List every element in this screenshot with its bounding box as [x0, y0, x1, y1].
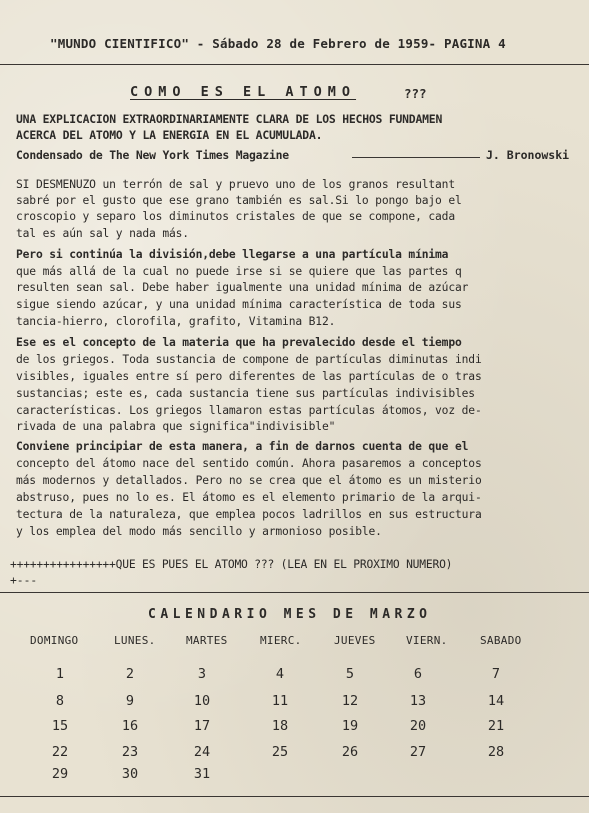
- article-byline: J. Bronowski: [486, 148, 570, 162]
- calendar-divider-top: [0, 592, 589, 593]
- calendar-date: 14: [487, 693, 505, 709]
- article-teaser: ++++++++++++++++QUE ES PUES EL ATOMO ??? (LEA EN EL PROXIMO NUMERO): [10, 558, 453, 571]
- calendar-day-header: SABADO: [480, 634, 522, 647]
- article-teaser-mark: +---: [10, 574, 38, 587]
- calendar-date: 22: [51, 744, 69, 760]
- calendar-date: 13: [409, 693, 427, 709]
- body-text-line: Conviene principiar de esta manera, a fin de darnos cuenta de que el: [16, 440, 469, 453]
- body-text-line: concepto del átomo nace del sentido común. Ahora pasaremos a conceptos: [16, 457, 482, 470]
- calendar-date: 11: [271, 693, 289, 709]
- body-text-line: que más allá de la cual no puede irse si se quiere que las partes q: [16, 265, 462, 278]
- body-text-line: de los griegos. Toda sustancia de compone de partículas diminutas indi: [16, 353, 482, 366]
- calendar-date: 19: [341, 718, 359, 734]
- calendar-date: 23: [121, 744, 139, 760]
- calendar-divider-bottom: [0, 796, 589, 797]
- calendar-date: 6: [413, 666, 423, 682]
- body-text-line: tancia-hierro, clorofila, grafito, Vitamina B12.: [16, 315, 336, 328]
- body-text-line: tectura de la naturaleza, que emplea pocos ladrillos en sus estructura: [16, 508, 482, 521]
- calendar-date: 25: [271, 744, 289, 760]
- calendar-day-header: VIERN.: [406, 634, 448, 647]
- calendar-date: 29: [51, 766, 69, 782]
- article-title: COMO ES EL ATOMO: [130, 84, 357, 100]
- body-text-line: más modernos y detallados. Pero no se crea que el átomo es un misterio: [16, 474, 482, 487]
- calendar-day-header: MARTES: [186, 634, 228, 647]
- body-text-line: sigue siendo azúcar, y una unidad mínima característica de toda sus: [16, 298, 462, 311]
- body-text-line: y los emplea del modo más sencillo y armonioso posible.: [16, 525, 382, 538]
- calendar-title: CALENDARIO MES DE MARZO: [148, 607, 432, 622]
- calendar-date: 24: [193, 744, 211, 760]
- calendar-date: 26: [341, 744, 359, 760]
- body-text-line: Pero si continúa la división,debe llegarse a una partícula mínima: [16, 248, 449, 261]
- calendar-date: 1: [55, 666, 65, 682]
- byline-dash: [352, 157, 480, 158]
- calendar-date: 27: [409, 744, 427, 760]
- calendar-date: 8: [55, 693, 65, 709]
- calendar-date: 2: [125, 666, 135, 682]
- calendar-day-header: MIERC.: [260, 634, 302, 647]
- calendar-date: 21: [487, 718, 505, 734]
- header-divider: [0, 64, 589, 65]
- body-text-line: visibles, iguales entre sí pero diferentes de las partículas de o tras: [16, 370, 482, 383]
- calendar-day-header: DOMINGO: [30, 634, 79, 647]
- body-text-line: sabré por el gusto que ese grano también es sal.Si lo pongo bajo el: [16, 194, 462, 207]
- calendar-date: 9: [125, 693, 135, 709]
- calendar-date: 4: [275, 666, 285, 682]
- calendar-date: 31: [193, 766, 211, 782]
- article-source: Condensado de The New York Times Magazine: [16, 148, 289, 162]
- article-subtitle-line: UNA EXPLICACION EXTRAORDINARIAMENTE CLARA DE LOS HECHOS FUNDAMEN: [16, 112, 443, 126]
- calendar-date: 20: [409, 718, 427, 734]
- body-text-line: características. Los griegos llamaron estas partículas átomos, voz de-: [16, 404, 482, 417]
- calendar-date: 16: [121, 718, 139, 734]
- article-title-suffix: ???: [404, 86, 427, 101]
- calendar-date: 3: [197, 666, 207, 682]
- body-text-line: sustancias; este es, cada sustancia tiene sus partículas indivisibles: [16, 387, 475, 400]
- body-text-line: resulten sean sal. Debe haber igualmente una unidad mínima de azúcar: [16, 281, 469, 294]
- calendar-date: 7: [491, 666, 501, 682]
- body-text-line: Ese es el concepto de la materia que ha prevalecido desde el tiempo: [16, 336, 462, 349]
- calendar-date: 15: [51, 718, 69, 734]
- calendar-date: 30: [121, 766, 139, 782]
- page-header: "MUNDO CIENTIFICO" - Sábado 28 de Febrero de 1959- PAGINA 4: [50, 36, 506, 51]
- calendar-day-header: JUEVES: [334, 634, 376, 647]
- calendar-date: 10: [193, 693, 211, 709]
- body-text-line: tal es aún sal y nada más.: [16, 227, 189, 240]
- calendar-date: 28: [487, 744, 505, 760]
- body-text-line: croscopio y separo los diminutos cristales de que se compone, cada: [16, 210, 455, 223]
- calendar-day-header: LUNES.: [114, 634, 156, 647]
- body-text-line: rivada de una palabra que significa"indivisible": [16, 420, 336, 433]
- body-text-line: abstruso, pues no lo es. El átomo es el elemento primario de la arqui-: [16, 491, 482, 504]
- calendar-date: 17: [193, 718, 211, 734]
- body-text-line: SI DESMENUZO un terrón de sal y pruevo uno de los granos resultant: [16, 178, 455, 191]
- article-subtitle-line: ACERCA DEL ATOMO Y LA ENERGIA EN EL ACUMULADA.: [16, 128, 323, 142]
- calendar-date: 12: [341, 693, 359, 709]
- calendar-date: 5: [345, 666, 355, 682]
- calendar-date: 18: [271, 718, 289, 734]
